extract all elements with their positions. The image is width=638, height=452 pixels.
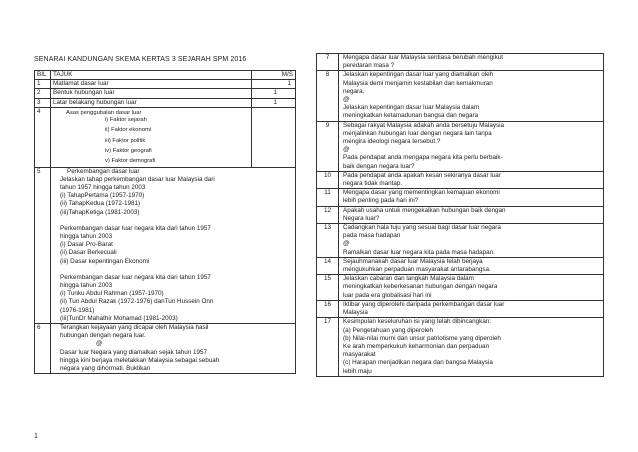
row-ms: 1 bbox=[252, 89, 296, 98]
table-row bbox=[317, 54, 604, 71]
table-row bbox=[35, 80, 296, 89]
row-bil: 10 bbox=[317, 171, 339, 188]
row-tajuk: Asas penggubalan dasar luar i) Faktor sejarah ii) Faktor ekonomi iii) Faktor politik iv) Faktor geografi v) Faktor demografi bbox=[51, 107, 252, 167]
table-row bbox=[317, 189, 604, 206]
row-bil: 4 bbox=[35, 107, 51, 167]
right-contents-table bbox=[316, 53, 604, 377]
row-bil: 1 bbox=[35, 80, 51, 89]
page-number: 1 bbox=[34, 433, 38, 440]
table-row bbox=[35, 107, 296, 167]
row-tajuk: Iktibar yang diperolehi daripada perkembangan dasar luar Malaysia bbox=[339, 300, 604, 317]
table-row bbox=[317, 275, 604, 301]
table-row bbox=[35, 89, 296, 98]
row-bil: 16 bbox=[317, 300, 339, 317]
row-bil: 15 bbox=[317, 275, 339, 301]
row-bil: 3 bbox=[35, 98, 51, 107]
table-row bbox=[35, 324, 296, 374]
row-tajuk: Sejauhmanakah dasar luar Malaysia telah berjaya mengukuhkan perpaduan masyarakat antarabangsa. bbox=[339, 257, 604, 274]
table-row bbox=[317, 71, 604, 121]
table-row bbox=[317, 206, 604, 223]
row-tajuk: Jelaskan cabaran dan langkah Malaysia dalam meningkatkan keberkesanan hubungan dengan negara luar pada era globalisasi hari ini bbox=[339, 275, 604, 301]
row-tajuk: Kesimpulan keseluruhan isi yang telah dibincangkan: (a) Pengetahuan yang diperoleh (b) Nilai-nilai murni dan unsur patriotisme yang diperoleh Ke arah memperkukuh keharmonian dan perpaduan masyarakat (c) Harapan menjadikan negara dan bangsa Malaysia lebih maju bbox=[339, 318, 604, 376]
row-tajuk: Mengapa dasar luar Malaysia sentiasa berubah mengikut peredaran masa ? bbox=[339, 54, 604, 71]
row-tajuk: Matlamat dasar luar bbox=[51, 80, 252, 89]
row-tajuk: Mengapa dasar yang mementingkan kemajuan ekonomi lebih penting pada hari ini? bbox=[339, 189, 604, 206]
table-row bbox=[317, 257, 604, 274]
row-bil: 2 bbox=[35, 89, 51, 98]
table-row bbox=[317, 171, 604, 188]
table-row bbox=[317, 318, 604, 376]
document-title: SENARAI KANDUNGAN SKEMA KERTAS 3 SEJARAH SPM 2016 bbox=[34, 56, 247, 63]
table-row bbox=[35, 167, 296, 323]
row-bil: 11 bbox=[317, 189, 339, 206]
header-ms: M/S bbox=[252, 71, 296, 80]
row-tajuk: Latar belakang hubungan luar bbox=[51, 98, 252, 107]
table-row bbox=[35, 98, 296, 107]
table-row bbox=[317, 224, 604, 258]
row-tajuk: Perkembangan dasar luar Jelaskan tahap perkembangan dasar luar Malaysia dari tahun 1957 hingga tahun 2003 (i) TahapPertama (1957-1970) (ii) TahapKedua (1972-1981) (iii)TahapKetiga (1981-2003) Perkembangan dasar luar negara kita dari tahun 1957 hingga tahun 2003 (i) Dasar Pro-Barat (ii) Dasar Berkecuali (iii) Dasar kepentingan Ekonomi Perkembangan dasar luar negara kita dari tahun 1957 hingga tahun 2003 (i) Tunku Abdul Rahman (1957-1970) (ii) Tun Abdul Razak (1972-1976) danTun Hussein Onn (1976-1981) (iii)TunDr Mahathir Mohamad (1981-2003) bbox=[51, 167, 296, 323]
row-bil: 14 bbox=[317, 257, 339, 274]
header-tajuk: TAJUK bbox=[51, 71, 252, 80]
row-ms: 1 bbox=[252, 98, 296, 107]
row-ms: 1 bbox=[252, 80, 296, 89]
row-tajuk: Cadangkan hala tuju yang sesuai bagi dasar luar negara pada masa hadapan @ Ramalkan dasar luar negara kita pada masa hadapan. bbox=[339, 224, 604, 258]
row-bil: 8 bbox=[317, 71, 339, 121]
row-bil: 9 bbox=[317, 121, 339, 171]
left-contents-table bbox=[34, 70, 296, 374]
row-bil: 7 bbox=[317, 54, 339, 71]
row-tajuk: Jelaskan kepentingan dasar luar yang diamalkan oleh Malaysia demi menjamin kestabilan dan kemakmuran negara. @ Jelaskan kepentingan dasar luar Malaysia dalam meningkatkan ketamadunan bangsa dan negara bbox=[339, 71, 604, 121]
row-tajuk: Apakah usaha untuk mengekalkan hubungan baik dengan Negara luar? bbox=[339, 206, 604, 223]
row-bil: 6 bbox=[35, 324, 51, 374]
row-bil: 13 bbox=[317, 224, 339, 258]
table-row bbox=[317, 121, 604, 171]
row-bil: 17 bbox=[317, 318, 339, 376]
row-bil: 5 bbox=[35, 167, 51, 323]
row-tajuk: Pada pendapat anda apakah kesan sekiranya dasar luar negara tidak mantap. bbox=[339, 171, 604, 188]
header-bil: BIL bbox=[35, 71, 51, 80]
row-tajuk: Bentuk hubungan luar bbox=[51, 89, 252, 98]
table-header-row bbox=[35, 71, 296, 80]
row-tajuk: Terangkan kejayaan yang dicapai oleh Malaysia hasil hubungan dengan negara luar. @ Dasar luar Negara yang diamalkan sejak tahun 1957 hingga kini berjaya meletakkan Malaysia sebagai sebuah negara yang dihormati. Buktikan bbox=[51, 324, 296, 374]
row-bil: 12 bbox=[317, 206, 339, 223]
table-row bbox=[317, 300, 604, 317]
row-tajuk: Sebagai rakyat Malaysia adakah anda bersetuju Malaysia menjalinkan hubungan luar dengan negara lain tanpa mengira ideologi negara tersebut.? @ Pada pendapat anda mengapa negara kita perlu berbaik- baik dengan negara luar? bbox=[339, 121, 604, 171]
